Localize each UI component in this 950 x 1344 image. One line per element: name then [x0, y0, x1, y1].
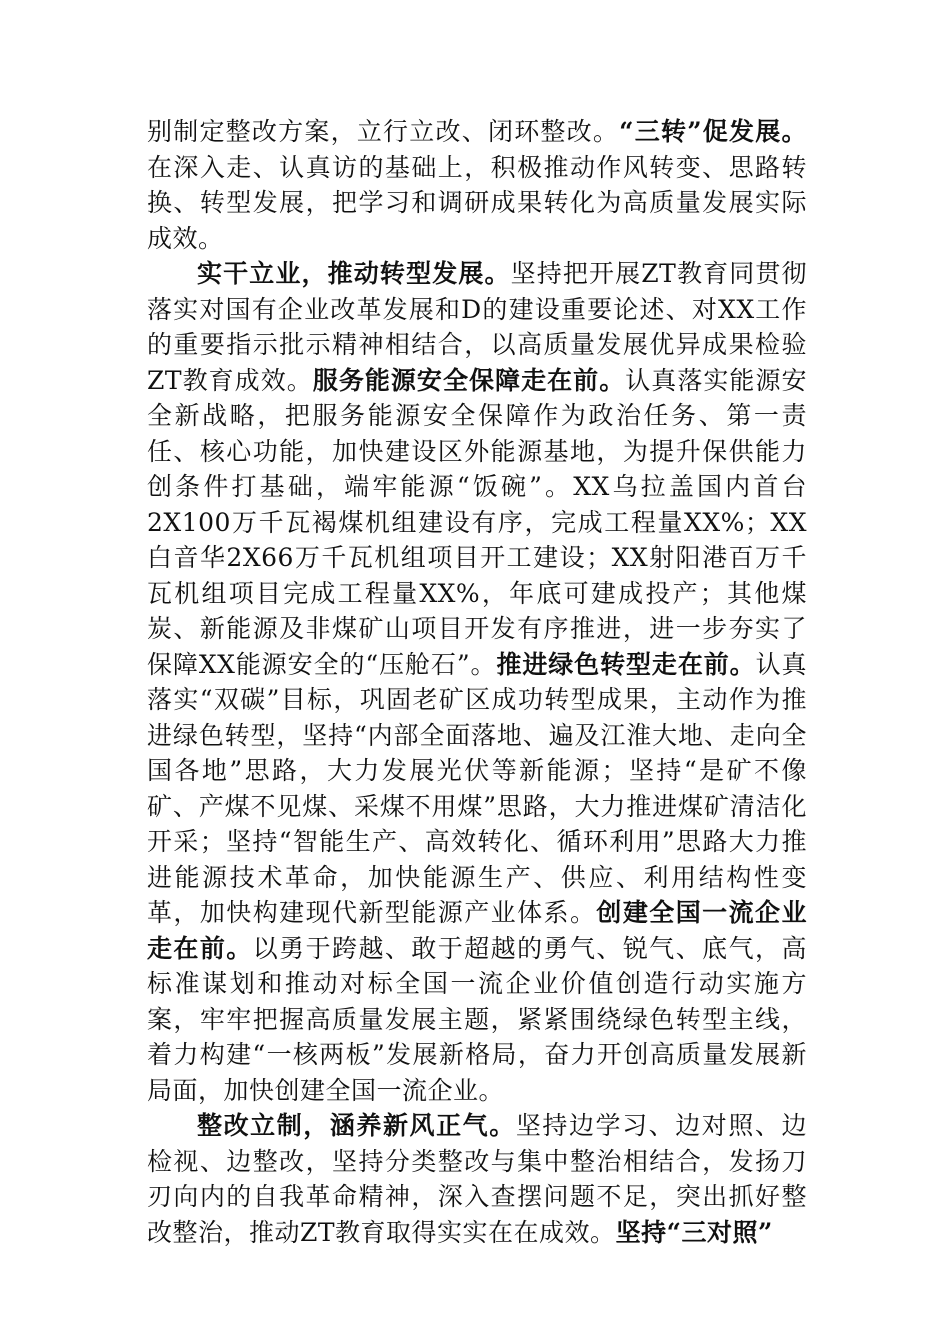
- paragraph-3-subheading-san-duizhao: 坚持“三对照”: [615, 1217, 773, 1247]
- paragraph-2-subheading-energy-security: 服务能源安全保障走在前。: [312, 365, 626, 395]
- paragraph-2: [147, 256, 807, 1108]
- paragraph-1: [147, 114, 807, 256]
- paragraph-2-run-6: 认真落实“双碳”目标，巩固老矿区成功转型成果，主动作为推进绿色转型，坚持“内部全面落地、遍及江淮大地、走向全国各地”思路，大力发展光伏等新能源；坚持“是矿不像矿、产煤不见煤、采煤不用煤”思路，大力推进煤矿清洁化开采；坚持“智能生产、高效转化、循环利用”思路大力推进能源技术革命，加快能源生产、供应、利用结构性变革，加快构建现代新型能源产业体系。: [147, 649, 807, 927]
- paragraph-2-subheading-first-class: 创建全国一流企业走在前。: [147, 898, 807, 963]
- document-body: [147, 114, 807, 1250]
- paragraph-2-heading: 实干立业，推动转型发展。: [197, 259, 511, 288]
- paragraph-2-run-4: 认真落实能源安全新战略，把服务能源安全保障作为政治任务、第一责任、核心功能，加快建设区外能源基地，为提升保供能力创条件打基础，端牢能源“饭碗”。XX乌拉盖国内首台2X100万千瓦褐煤机组建设有序，完成工程量XX%；XX白音华2X66万千瓦机组项目开工建设；XX射阳港百万千瓦机组项目完成工程量XX%，年底可建成投产；其他煤炭、新能源及非煤矿山项目开发有序推进，进一步夯实了保障XX能源安全的“压舱石”。: [147, 365, 807, 679]
- paragraph-3-heading: 整改立制，涵养新风正气。: [197, 1111, 516, 1140]
- paragraph-1-heading-san-zhuan: “三转”促发展。: [619, 117, 807, 146]
- paragraph-3: [147, 1108, 807, 1250]
- paragraph-2-run-2: 坚持把开展ZT教育同贯彻落实对国有企业改革发展和D的建设重要论述、对XX工作的重要指示批示精神相结合，以高质量发展优异成果检验ZT教育成效。: [147, 259, 807, 395]
- paragraph-2-subheading-green-transition: 推进绿色转型走在前。: [496, 649, 756, 679]
- paragraph-1-run-3: 在深入走、认真访的基础上，积极推动作风转变、思路转换、转型发展，把学习和调研成果转化为高质量发展实际成效。: [147, 152, 807, 253]
- paragraph-3-run-2: 坚持边学习、边对照、边检视、边整改，坚持分类整改与集中整治相结合，发扬刀刃向内的自我革命精神，深入查摆问题不足，突出抓好整改整治，推动ZT教育取得实实在在成效。: [147, 1111, 807, 1247]
- paragraph-2-run-8: 以勇于跨越、敢于超越的勇气、锐气、底气，高标准谋划和推动对标全国一流企业价值创造行动实施方案，牢牢把握高质量发展主题，紧紧围绕绿色转型主线，着力构建“一核两板”发展新格局，奋力开创高质量发展新局面，加快创建全国一流企业。: [147, 933, 807, 1105]
- paragraph-1-run-1: 别制定整改方案，立行立改、闭环整改。: [147, 117, 620, 146]
